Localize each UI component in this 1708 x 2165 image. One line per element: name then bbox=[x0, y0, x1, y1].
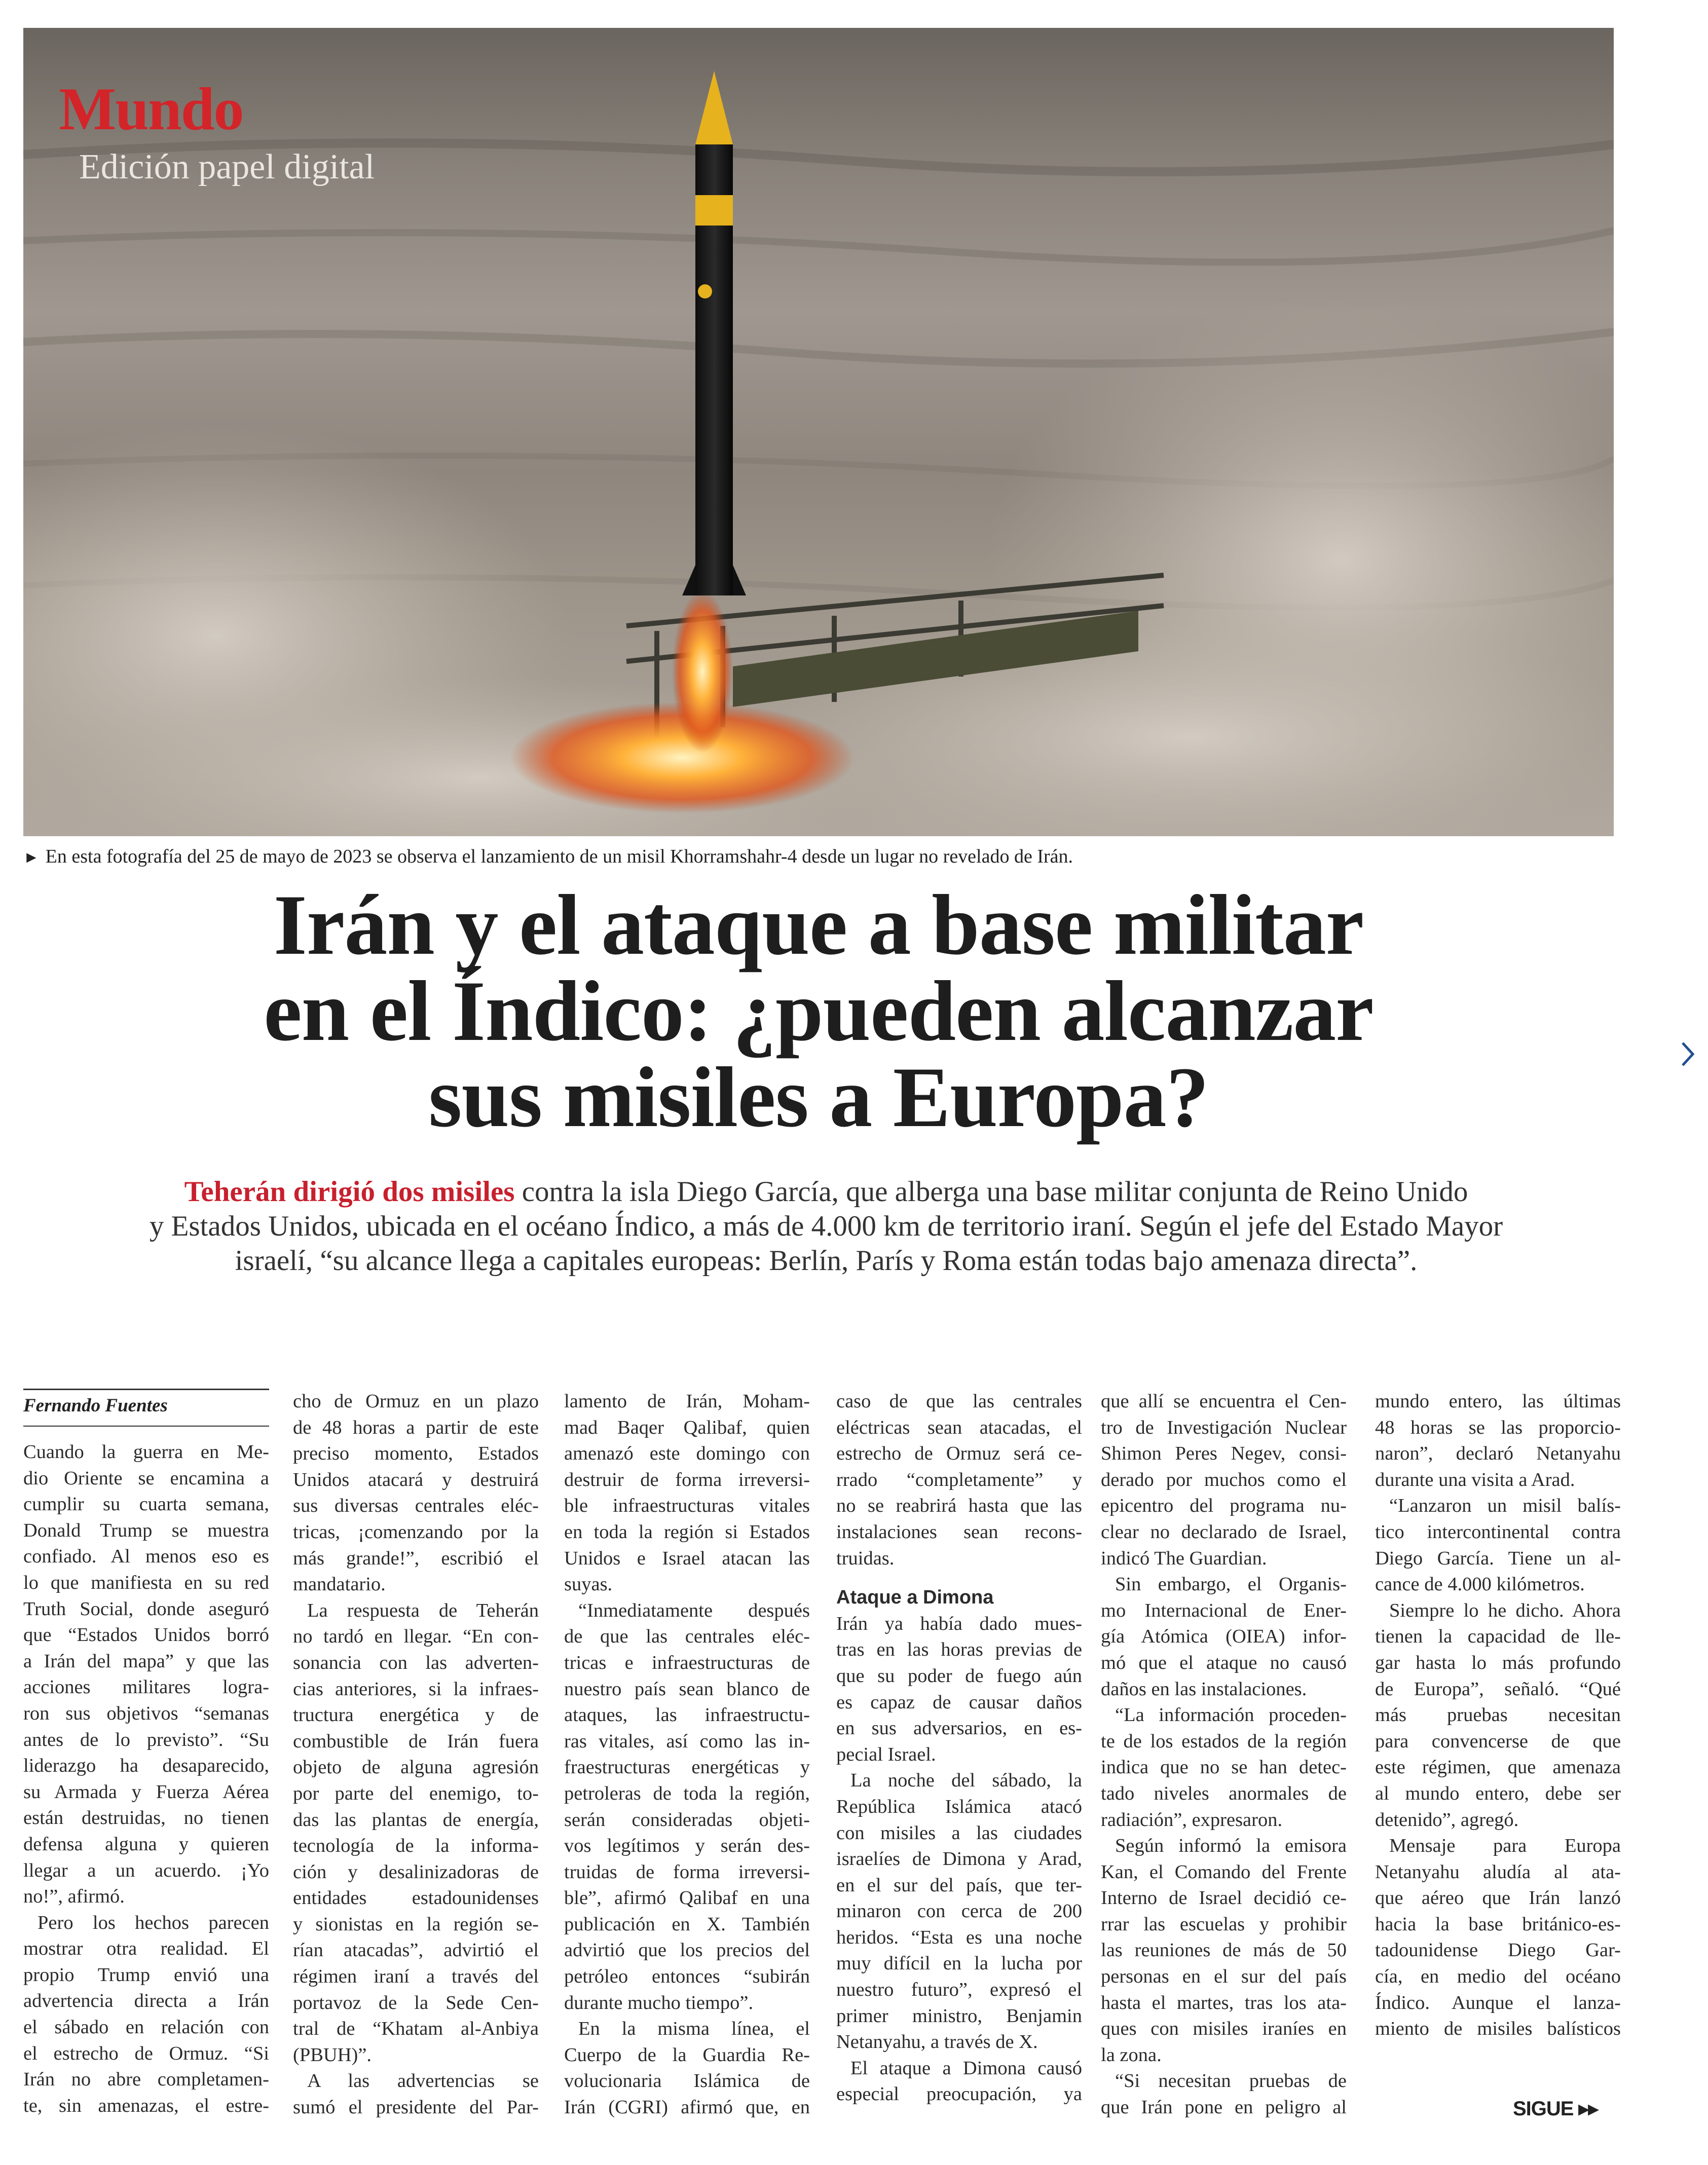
article-line: no!”, afirmó. bbox=[23, 1886, 125, 1908]
article-line: no se reabrirá hasta que las bbox=[836, 1495, 1082, 1517]
article-line: combustible de Irán fuera bbox=[293, 1730, 539, 1752]
article-column-1 bbox=[23, 1439, 269, 2119]
article-line: para convencerse de que bbox=[1375, 1730, 1621, 1752]
article-line: Netanyahu, a través de X. bbox=[836, 2031, 1038, 2053]
article-line: Interno de Israel decidió ce- bbox=[1101, 1887, 1347, 1909]
article-line: cance de 4.000 kilómetros. bbox=[1375, 1574, 1585, 1595]
article-line: mo Internacional de Ener- bbox=[1101, 1599, 1347, 1621]
article-line: tricas, ¡comenzando por la bbox=[293, 1521, 539, 1543]
article-line: rían atacadas”, advirtió el bbox=[293, 1939, 539, 1961]
article-line: tricas e infraestructuras de bbox=[564, 1652, 810, 1673]
article-line: Irán ya había dado mues- bbox=[836, 1613, 1082, 1634]
article-line: tro de Investigación Nuclear bbox=[1101, 1416, 1347, 1438]
article-line: te de los estados de la región bbox=[1101, 1730, 1347, 1752]
article-line: no tardó en llegar. “En con- bbox=[293, 1626, 539, 1648]
article-line: Mensaje para Europa bbox=[1389, 1835, 1621, 1857]
article-line: instalaciones sean recons- bbox=[836, 1521, 1082, 1543]
article-line: antes de lo previsto”. “Su bbox=[23, 1729, 269, 1750]
article-line: la zona. bbox=[1101, 2044, 1162, 2066]
article-line: hasta el martes, tras los ata- bbox=[1101, 1992, 1347, 2013]
article-line: entidades estadounidenses bbox=[293, 1887, 539, 1909]
article-line: Cuando la guerra en Me- bbox=[23, 1441, 269, 1463]
continue-label[interactable]: SIGUE ▸▸ bbox=[1513, 2098, 1598, 2120]
byline-rule-top bbox=[23, 1389, 269, 1390]
article-line: en sus adversarios, en es- bbox=[836, 1718, 1082, 1739]
article-line: que allí se encuentra el Cen- bbox=[1101, 1391, 1347, 1412]
article-line: Índico. Aunque el lanza- bbox=[1375, 1992, 1621, 2013]
article-line: Unidos e Israel atacan las bbox=[564, 1547, 810, 1569]
article-line: “Lanzaron un misil balís- bbox=[1389, 1495, 1621, 1517]
article-line: su Armada y Fuerza Aérea bbox=[23, 1781, 269, 1803]
article-line: tado niveles anormales de bbox=[1101, 1782, 1347, 1804]
article-line: Shimon Peres Negev, consi- bbox=[1101, 1443, 1347, 1465]
article-column-2 bbox=[293, 1389, 539, 2121]
article-line: eléctricas sean atacadas, el bbox=[836, 1416, 1082, 1438]
headline-line: en el Índico: ¿pueden alcanzar bbox=[264, 963, 1373, 1059]
article-column-5 bbox=[1101, 1389, 1347, 2121]
article-line: están destruidas, no tienen bbox=[23, 1807, 269, 1829]
lead-line: y Estados Unidos, ubicada en el océano Índico, a más de 4.000 km de territorio iraní. Según el jefe del Estado Mayor bbox=[149, 1210, 1503, 1242]
article-line: daños en las instalaciones. bbox=[1101, 1678, 1307, 1700]
article-line: Irán no abre completamen- bbox=[23, 2069, 269, 2091]
article-line: tadounidense Diego Gar- bbox=[1375, 1939, 1621, 1961]
article-line: amenazó este domingo con bbox=[564, 1443, 810, 1465]
article-line: israelíes de Dimona y Arad, bbox=[836, 1848, 1082, 1870]
article-line: (PBUH)”. bbox=[293, 2044, 372, 2066]
article-line: República Islámica atacó bbox=[836, 1796, 1082, 1817]
article-line: mandatario. bbox=[293, 1574, 386, 1595]
article-line: cho de Ormuz en un plazo bbox=[293, 1391, 539, 1412]
article-line: Donald Trump se muestra bbox=[23, 1519, 269, 1541]
article-line: con misiles a las ciudades bbox=[836, 1822, 1082, 1844]
article-line: las reuniones de más de 50 bbox=[1101, 1939, 1347, 1961]
article-line: de que las centrales eléc- bbox=[564, 1626, 810, 1648]
article-line: suyas. bbox=[564, 1574, 613, 1595]
section-label: Mundo bbox=[59, 75, 243, 142]
article-line: que Irán pone en peligro al bbox=[1101, 2097, 1347, 2118]
headline-line: Irán y el ataque a base militar bbox=[273, 877, 1364, 973]
headline-line: sus misiles a Europa? bbox=[428, 1050, 1209, 1145]
article-line: La noche del sábado, la bbox=[850, 1770, 1082, 1791]
article-line: advirtió que los precios del bbox=[564, 1939, 810, 1961]
article-line: sus diversas centrales eléc- bbox=[293, 1495, 539, 1517]
article-line: Siempre lo he dicho. Ahora bbox=[1389, 1599, 1621, 1621]
article-line: Cuerpo de la Guardia Re- bbox=[564, 2044, 810, 2066]
article-line: liderazgo ha desaparecido, bbox=[23, 1755, 269, 1777]
lead-line: contra la isla Diego García, que alberga una base militar conjunta de Reino Unido bbox=[514, 1176, 1468, 1208]
article-line: en el sur del país, que ter- bbox=[836, 1874, 1082, 1896]
article-line: A las advertencias se bbox=[307, 2070, 539, 2092]
article-line: indica que no se han detec- bbox=[1101, 1757, 1347, 1778]
article-line: minaron con cerca de 200 bbox=[836, 1900, 1082, 1922]
photo-caption bbox=[23, 845, 1610, 868]
caption-text: En esta fotografía del 25 de mayo de 2023 se observa el lanzamiento de un misil Khorramshahr-4 desde un lugar no revelado de Irán. bbox=[45, 846, 1073, 867]
article-line: cía, en medio del océano bbox=[1375, 1966, 1621, 1988]
article-line: fraestructuras energéticas y bbox=[564, 1757, 810, 1778]
headline bbox=[86, 877, 1551, 1145]
subheading: Ataque a Dimona bbox=[836, 1587, 994, 1609]
article-line: rrar las escuelas y prohibir bbox=[1101, 1913, 1347, 1935]
article-line: más grande!”, escribió el bbox=[293, 1547, 539, 1569]
article-column-3 bbox=[564, 1389, 810, 2121]
edition-label: Edición papel digital bbox=[79, 147, 375, 186]
article-line: en toda la región si Estados bbox=[564, 1521, 810, 1543]
article-line: tienen la capacidad de lle- bbox=[1375, 1626, 1621, 1648]
article-line: mostrar otra realidad. El bbox=[23, 1938, 269, 1960]
lead-line: israelí, “su alcance llega a capitales europeas: Berlín, París y Roma están todas bajo amenaza directa”. bbox=[235, 1245, 1418, 1277]
article-line: que su poder de fuego aún bbox=[836, 1665, 1082, 1687]
article-line: sonancia con las adverten- bbox=[293, 1652, 539, 1673]
article-line: truidas. bbox=[836, 1547, 895, 1569]
article-line: propio Trump envió una bbox=[23, 1964, 269, 1986]
caption-marker-icon: ► bbox=[23, 848, 40, 866]
lead-highlight: Teherán dirigió dos misiles bbox=[184, 1176, 515, 1208]
article-line: al mundo entero, debe ser bbox=[1375, 1782, 1621, 1804]
article-line: régimen iraní a través del bbox=[293, 1966, 539, 1988]
article-line: mad Baqer Qalibaf, quien bbox=[564, 1416, 810, 1438]
article-line: volucionaria Islámica de bbox=[564, 2070, 810, 2092]
article-line: ron sus objetivos “semanas bbox=[23, 1702, 269, 1724]
article-line: Diego García. Tiene un al- bbox=[1375, 1547, 1621, 1569]
article-line: 48 horas se las proporcio- bbox=[1375, 1416, 1621, 1438]
hero-photo bbox=[23, 28, 1614, 836]
article-line: tecnología de la informa- bbox=[293, 1835, 539, 1857]
article-line: heridos. “Esta es una noche bbox=[836, 1926, 1082, 1948]
article-line: lamento de Irán, Moham- bbox=[564, 1391, 810, 1412]
article-line: portavoz de la Sede Cen- bbox=[293, 1992, 539, 2013]
article-line: hacia la base británico-es- bbox=[1375, 1913, 1621, 1935]
article-line: gía Atómica (OIEA) infor- bbox=[1101, 1626, 1347, 1648]
article-line: llegar a un acuerdo. ¡Yo bbox=[23, 1859, 269, 1881]
article-line: tras en las horas previas de bbox=[836, 1639, 1082, 1661]
article-line: caso de que las centrales bbox=[836, 1391, 1082, 1412]
article-line: acciones militares logra- bbox=[23, 1676, 269, 1698]
article-line: El ataque a Dimona causó bbox=[850, 2057, 1082, 2079]
article-line: ble”, afirmó Qalibaf en una bbox=[564, 1887, 810, 1909]
article-line: sumó el presidente del Par- bbox=[293, 2097, 539, 2118]
article-line: “La información proceden- bbox=[1115, 1704, 1347, 1726]
article-line: el estrecho de Ormuz. “Si bbox=[23, 2042, 269, 2064]
article-line: radiación”, expresaron. bbox=[1101, 1809, 1283, 1831]
article-line: dio Oriente se encamina a bbox=[23, 1467, 269, 1489]
article-line: miento de misiles balísticos bbox=[1375, 2018, 1621, 2040]
article-line: confiado. Al menos eso es bbox=[23, 1546, 269, 1567]
article-line: petroleras de toda la región, bbox=[564, 1782, 810, 1804]
lead-paragraph bbox=[66, 1175, 1586, 1278]
article-line: destruir de forma irreversi- bbox=[564, 1469, 810, 1490]
article-line: “Inmediatamente después bbox=[578, 1599, 810, 1621]
article-line: ataques, las infraestructu- bbox=[564, 1704, 810, 1726]
article-column-6 bbox=[1375, 1389, 1621, 2042]
article-line: indicó The Guardian. bbox=[1101, 1547, 1267, 1569]
article-line: publicación en X. También bbox=[564, 1913, 810, 1935]
article-line: tral de “Khatam al-Anbiya bbox=[293, 2018, 539, 2040]
article-line: este régimen, que amenaza bbox=[1375, 1757, 1621, 1778]
article-line: durante una visita a Arad. bbox=[1375, 1469, 1575, 1490]
next-page-chevron-icon[interactable] bbox=[1678, 1039, 1698, 1069]
article-line: tructura energética y de bbox=[293, 1704, 539, 1726]
article-line: das las plantas de energía, bbox=[293, 1809, 539, 1831]
article-line: advertencia directa a Irán bbox=[23, 1990, 269, 2012]
article-line: a Irán del mapa” y que las bbox=[23, 1650, 269, 1672]
article-line: Según informó la emisora bbox=[1115, 1835, 1347, 1857]
article-line: nuestro futuro”, expresó el bbox=[836, 1979, 1082, 2001]
article-line: objeto de alguna agresión bbox=[293, 1757, 539, 1778]
article-line: por parte del enemigo, to- bbox=[293, 1782, 539, 1804]
article-line: ras vitales, así como las in- bbox=[564, 1730, 810, 1752]
article-line: especial preocupación, ya bbox=[836, 2083, 1082, 2105]
article-line: y sionistas en la región se- bbox=[293, 1913, 539, 1935]
article-line: serán consideradas objeti- bbox=[564, 1809, 810, 1831]
article-line: defensa alguna y quieren bbox=[23, 1833, 269, 1855]
article-line: cumplir su cuarta semana, bbox=[23, 1494, 269, 1515]
article-line: tico intercontinental contra bbox=[1375, 1521, 1621, 1543]
article-line: En la misma línea, el bbox=[578, 2018, 810, 2040]
article-line: durante mucho tiempo”. bbox=[564, 1992, 754, 2013]
article-line: La respuesta de Teherán bbox=[307, 1599, 539, 1621]
byline: Fernando Fuentes bbox=[23, 1395, 168, 1416]
byline-rule-bottom bbox=[23, 1426, 269, 1427]
article-line: ción y desalinizadoras de bbox=[293, 1861, 539, 1883]
article-line: vos legítimos y serán des- bbox=[564, 1835, 810, 1857]
article-line: estrecho de Ormuz será ce- bbox=[836, 1443, 1082, 1465]
article-line: derado por muchos como el bbox=[1101, 1469, 1347, 1490]
article-line: epicentro del programa nu- bbox=[1101, 1495, 1347, 1517]
article-line: Kan, el Comando del Frente bbox=[1101, 1861, 1347, 1883]
article-line: “Si necesitan pruebas de bbox=[1115, 2070, 1347, 2092]
article-line: rrado “completamente” y bbox=[836, 1469, 1082, 1490]
article-column-4 bbox=[836, 1389, 1082, 2108]
article-line: Irán (CGRI) afirmó que, en bbox=[564, 2097, 810, 2118]
article-line: de 48 horas a partir de este bbox=[293, 1416, 539, 1438]
article-line: nuestro país sean blanco de bbox=[564, 1678, 810, 1700]
article-line: que aéreo que Irán lanzó bbox=[1375, 1887, 1621, 1909]
article-line: gar hasta lo más profundo bbox=[1375, 1652, 1621, 1673]
article-line: cias anteriores, si la infraes- bbox=[293, 1678, 539, 1700]
article-line: de Europa”, señaló. “Qué bbox=[1375, 1678, 1621, 1700]
article-line: Netanyahu aludía al ata- bbox=[1375, 1861, 1621, 1883]
article-line: preciso momento, Estados bbox=[293, 1443, 539, 1465]
article-line: Pero los hechos parecen bbox=[38, 1912, 269, 1933]
article-line: más pruebas necesitan bbox=[1375, 1704, 1621, 1726]
article-line: te, sin amenazas, el estre- bbox=[23, 2095, 269, 2116]
article-line: Sin embargo, el Organis- bbox=[1115, 1574, 1347, 1595]
article-line: Unidos atacará y destruirá bbox=[293, 1469, 539, 1490]
article-line: ques con misiles iraníes en bbox=[1101, 2018, 1347, 2040]
article-line: naron”, declaró Netanyahu bbox=[1375, 1443, 1621, 1465]
article-line: primer ministro, Benjamin bbox=[836, 2005, 1082, 2027]
article-line: detenido”, agregó. bbox=[1375, 1809, 1519, 1831]
article-line: es capaz de causar daños bbox=[836, 1691, 1082, 1713]
article-line: Truth Social, donde aseguró bbox=[23, 1598, 269, 1620]
article-line: clear no declarado de Israel, bbox=[1101, 1521, 1347, 1543]
article-line: que “Estados Unidos borró bbox=[23, 1624, 269, 1646]
article-line: ble infraestructuras vitales bbox=[564, 1495, 810, 1517]
article-line: personas en el sur del país bbox=[1101, 1966, 1347, 1988]
article-line: petróleo entonces “subirán bbox=[564, 1966, 810, 1988]
article-line: mundo entero, las últimas bbox=[1375, 1391, 1621, 1412]
article-line: pecial Israel. bbox=[836, 1743, 936, 1765]
article-line: muy difícil en la lucha por bbox=[836, 1953, 1082, 1974]
article-line: truidas de forma irreversi- bbox=[564, 1861, 810, 1883]
article-line: lo que manifiesta en su red bbox=[23, 1572, 269, 1593]
article-line: mó que el ataque no causó bbox=[1101, 1652, 1347, 1673]
article-line: el sábado en relación con bbox=[23, 2017, 269, 2038]
